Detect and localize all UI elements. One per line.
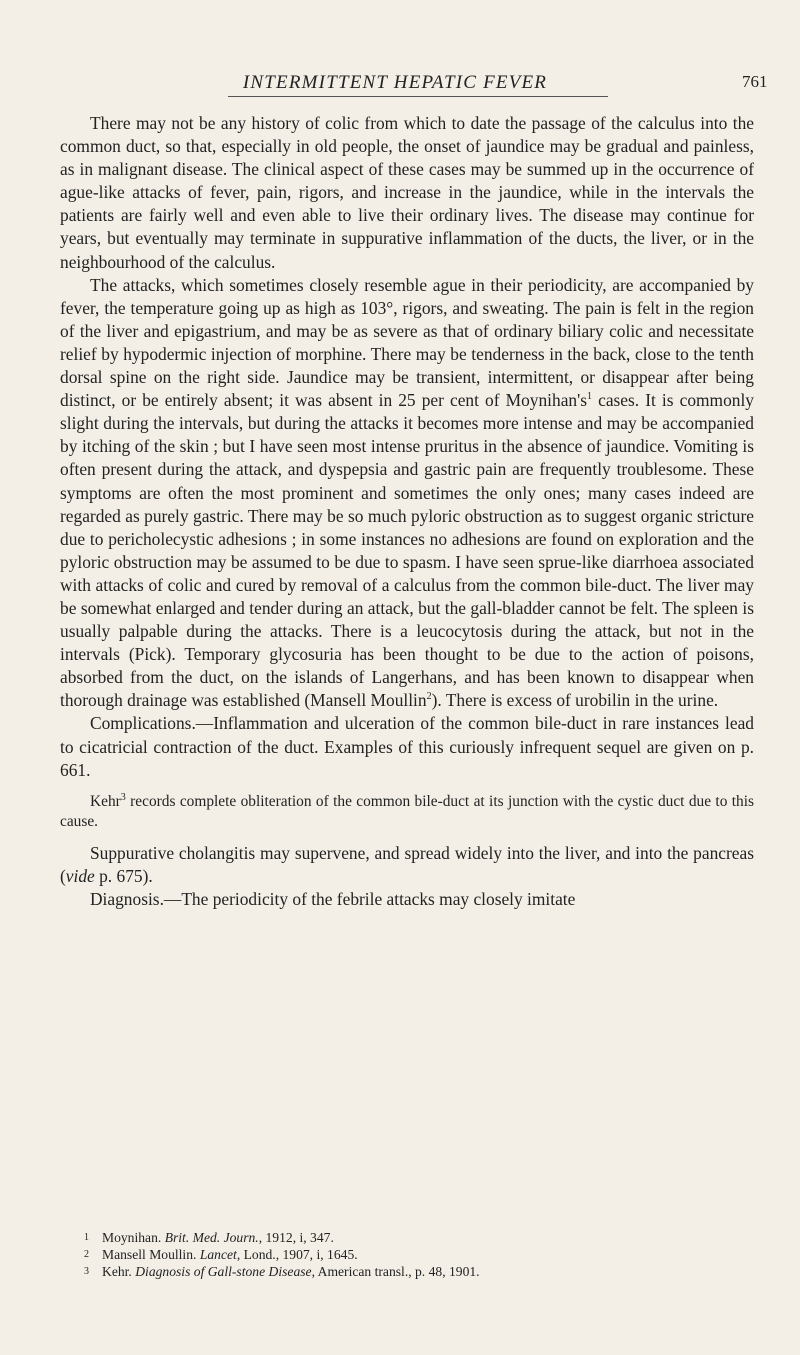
footnote — [84, 1246, 764, 1263]
paragraph-text: cases. It is commonly slight during the intervals, but during the attacks it becomes more intense and may be accompanied by itching of the skin ; but I have seen most intense pruritus in the absence of jaundice. Vomiting is often present during the attack, and dyspepsia and gastric pain are frequently troublesome. These symptoms are often the most prominent and sometimes the only ones; many cases indeed are regarded as purely gastric. There may be so much pyloric obstruction as to suggest organic stricture due to pericholecystic adhesions ; in some instances no adhesions are found on exploration and the pyloric obstruction may be assumed to be due to spasm. I have seen sprue-like diarrhoea associated with attacks of colic and cured by removal of a calculus from the common bile-duct. The liver may be somewhat enlarged and tender during an attack, but the gall-bladder cannot be felt. The spleen is usually palpable during the attacks. There is a leucocytosis during the attack, but not in the intervals (Pick). Temporary glycosuria has been thought to be due to the action of poisons, absorbed from the duct, on the islands of Langerhans, and has been known to disappear when thorough drainage was established (Mansell Moullin — [60, 390, 754, 711]
footnote — [84, 1263, 764, 1280]
footnote-detail: , American transl., p. 48, 1901. — [311, 1264, 480, 1279]
footnote-source: Lancet — [199, 1247, 237, 1262]
page-header — [0, 72, 800, 100]
footnote — [84, 1229, 764, 1246]
body-text — [60, 112, 754, 911]
header-rule — [228, 96, 608, 97]
paragraph-text: The attacks, which sometimes closely resemble ague in their periodicity, are accompanied by fever, the temperature going up as high as 103°, rigors, and sweating. The pain is felt in the region of the liver and epigastrium, and may be as severe as that of ordinary biliary colic and necessitate relief by hypodermic injection of morphine. There may be tenderness in the back, close to the tenth dorsal spine on the right side. Jaundice may be transient, intermittent, or disappear after being distinct, or be entirely absent; it was absent in 25 per cent of Moynihan's — [60, 274, 754, 411]
paragraph-text: p. 675). — [94, 865, 153, 886]
footnote-detail: , Lond., 1907, i, 1645. — [236, 1247, 358, 1262]
paragraph-text: Suppurative cholangitis may supervene, and spread widely into the liver, and into the pancreas ( — [60, 842, 754, 886]
paragraph-text: ). There is excess of urobilin in the urine. — [431, 690, 719, 711]
footnote-number: 1 — [84, 1232, 89, 1243]
page-number: 761 — [742, 72, 768, 91]
footnote-author: Mansell Moullin. — [102, 1247, 197, 1262]
paragraph — [60, 112, 754, 274]
footnote-author: Moynihan. — [102, 1230, 162, 1245]
running-title: INTERMITTENT HEPATIC FEVER — [242, 72, 548, 93]
paragraph — [60, 712, 754, 781]
footnote-ref: 3 — [120, 791, 126, 803]
footnote-source: Brit. Med. Journ. — [164, 1230, 259, 1245]
footnote-ref: 2 — [426, 691, 432, 703]
paragraph-text: Kehr — [90, 792, 121, 810]
italic-text: vide — [65, 865, 95, 886]
footnote-author: Kehr. — [102, 1264, 132, 1279]
paragraph-text: —Inflammation and ulceration of the common bile-duct in rare instances lead to cicatricial contraction of the duct. Examples of this curiously infrequent sequel are given on p. 661. — [60, 713, 754, 780]
paragraph-text: records complete obliteration of the common bile-duct at its junction with the cystic duct due to this cause. — [60, 792, 754, 830]
paragraph — [60, 888, 754, 911]
footnote-number: 3 — [84, 1266, 89, 1277]
section-heading: Diagnosis. — [90, 888, 164, 909]
footnote-number: 2 — [84, 1249, 89, 1260]
footnotes — [84, 1229, 764, 1280]
footnote-ref: 1 — [587, 391, 593, 403]
paragraph — [60, 842, 754, 888]
paragraph — [60, 274, 754, 713]
small-print-paragraph — [60, 792, 754, 832]
section-heading: Complications. — [90, 713, 196, 734]
footnote-source: Diagnosis of Gall-stone Disease — [135, 1264, 312, 1279]
paragraph-text: There may not be any history of colic from which to date the passage of the calculus into the common duct, so that, especially in old people, the onset of jaundice may be gradual and painless, as in malignant disease. The clinical aspect of these cases may be summed up in the occurrence of ague-like attacks of fever, pain, rigors, and increase in the jaundice, while in the intervals the patients are fairly well and even able to live their ordinary lives. The disease may continue for years, but eventually may terminate in suppurative inflammation of the ducts, the liver, or in the neighbourhood of the calculus. — [60, 113, 754, 272]
paragraph-text: —The periodicity of the febrile attacks may closely imitate — [163, 888, 576, 909]
footnote-detail: , 1912, i, 347. — [258, 1230, 334, 1245]
